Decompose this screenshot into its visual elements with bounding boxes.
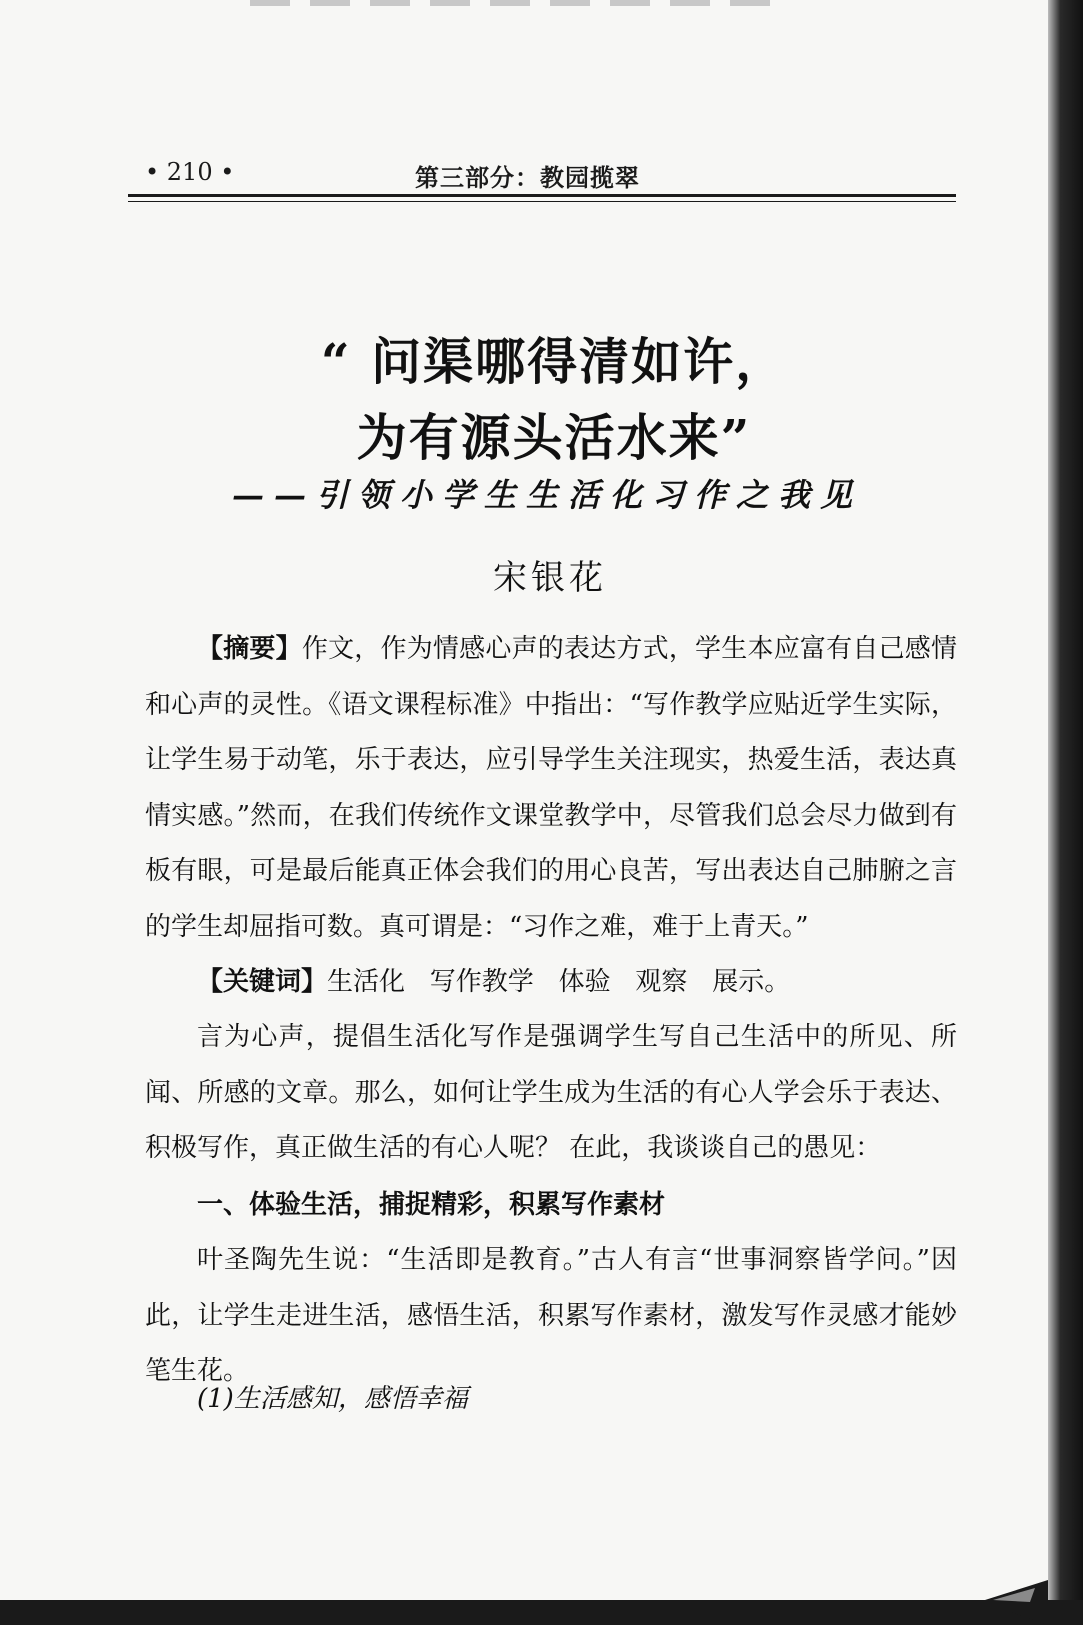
keywords-text: 生活化 写作教学 体验 观察 展示。 (327, 967, 791, 997)
section-1-heading: 一、体验生活，捕捉精彩，积累写作素材 (197, 1190, 666, 1220)
abstract-paragraph (145, 622, 957, 955)
paper-tear-shape (985, 1580, 1048, 1625)
keywords-line (197, 955, 957, 1011)
abstract-label: 【摘要】 (197, 634, 302, 664)
section-1-paragraph: 叶圣陶先生说：“生活即是教育。”古人有言“世事洞察皆学问。”因此，让学生走进生活，感悟生活，积累写作素材，激发写作灵感才能妙笔生花。 (145, 1245, 957, 1386)
running-head (145, 158, 965, 194)
section-title: 第三部分：教园揽翠 (415, 163, 640, 192)
intro-paragraph: 言为心声，提倡生活化写作是强调学生写自己生活中的所见、所闻、所感的文章。那么，如何让学生成为生活的有心人学会乐于表达、积极写作，真正做生活的有心人呢？ 在此，我谈谈自己的愚见： (145, 1022, 957, 1163)
keywords-label: 【关键词】 (197, 967, 328, 997)
header-rule-thick (128, 194, 956, 197)
author-name: 宋银花 (493, 558, 607, 598)
header-rule-thin (128, 201, 956, 202)
page-number: • 210 • (145, 158, 235, 186)
article-title-line-1: “ 问渠哪得清如许， (320, 332, 788, 391)
article-subtitle: ——引领小学生生活化习作之我见 (232, 476, 863, 514)
section-1-subheading: (1)生活感知，感悟幸福 (197, 1384, 468, 1414)
article-title-line-2: 为有源头活水来” (356, 408, 752, 467)
scan-edge-shadow (1048, 0, 1083, 1600)
abstract-text: 作文，作为情感心声的表达方式，学生本应富有自己感情和心声的灵性。《语文课程标准》中指出：“写作教学应贴近学生实际，让学生易于动笔，乐于表达，应引导学生关注现实，热爱生活，表达真情实感。”然而，在我们传统作文课堂教学中，尽管我们总会尽力做到有板有眼，可是最后能真正体会我们的用心良苦，写出表达自己肺腑之言的学生却屈指可数。真可谓是：“习作之难，难于上青天。” (145, 634, 957, 942)
scan-artifact-strip (250, 0, 790, 6)
